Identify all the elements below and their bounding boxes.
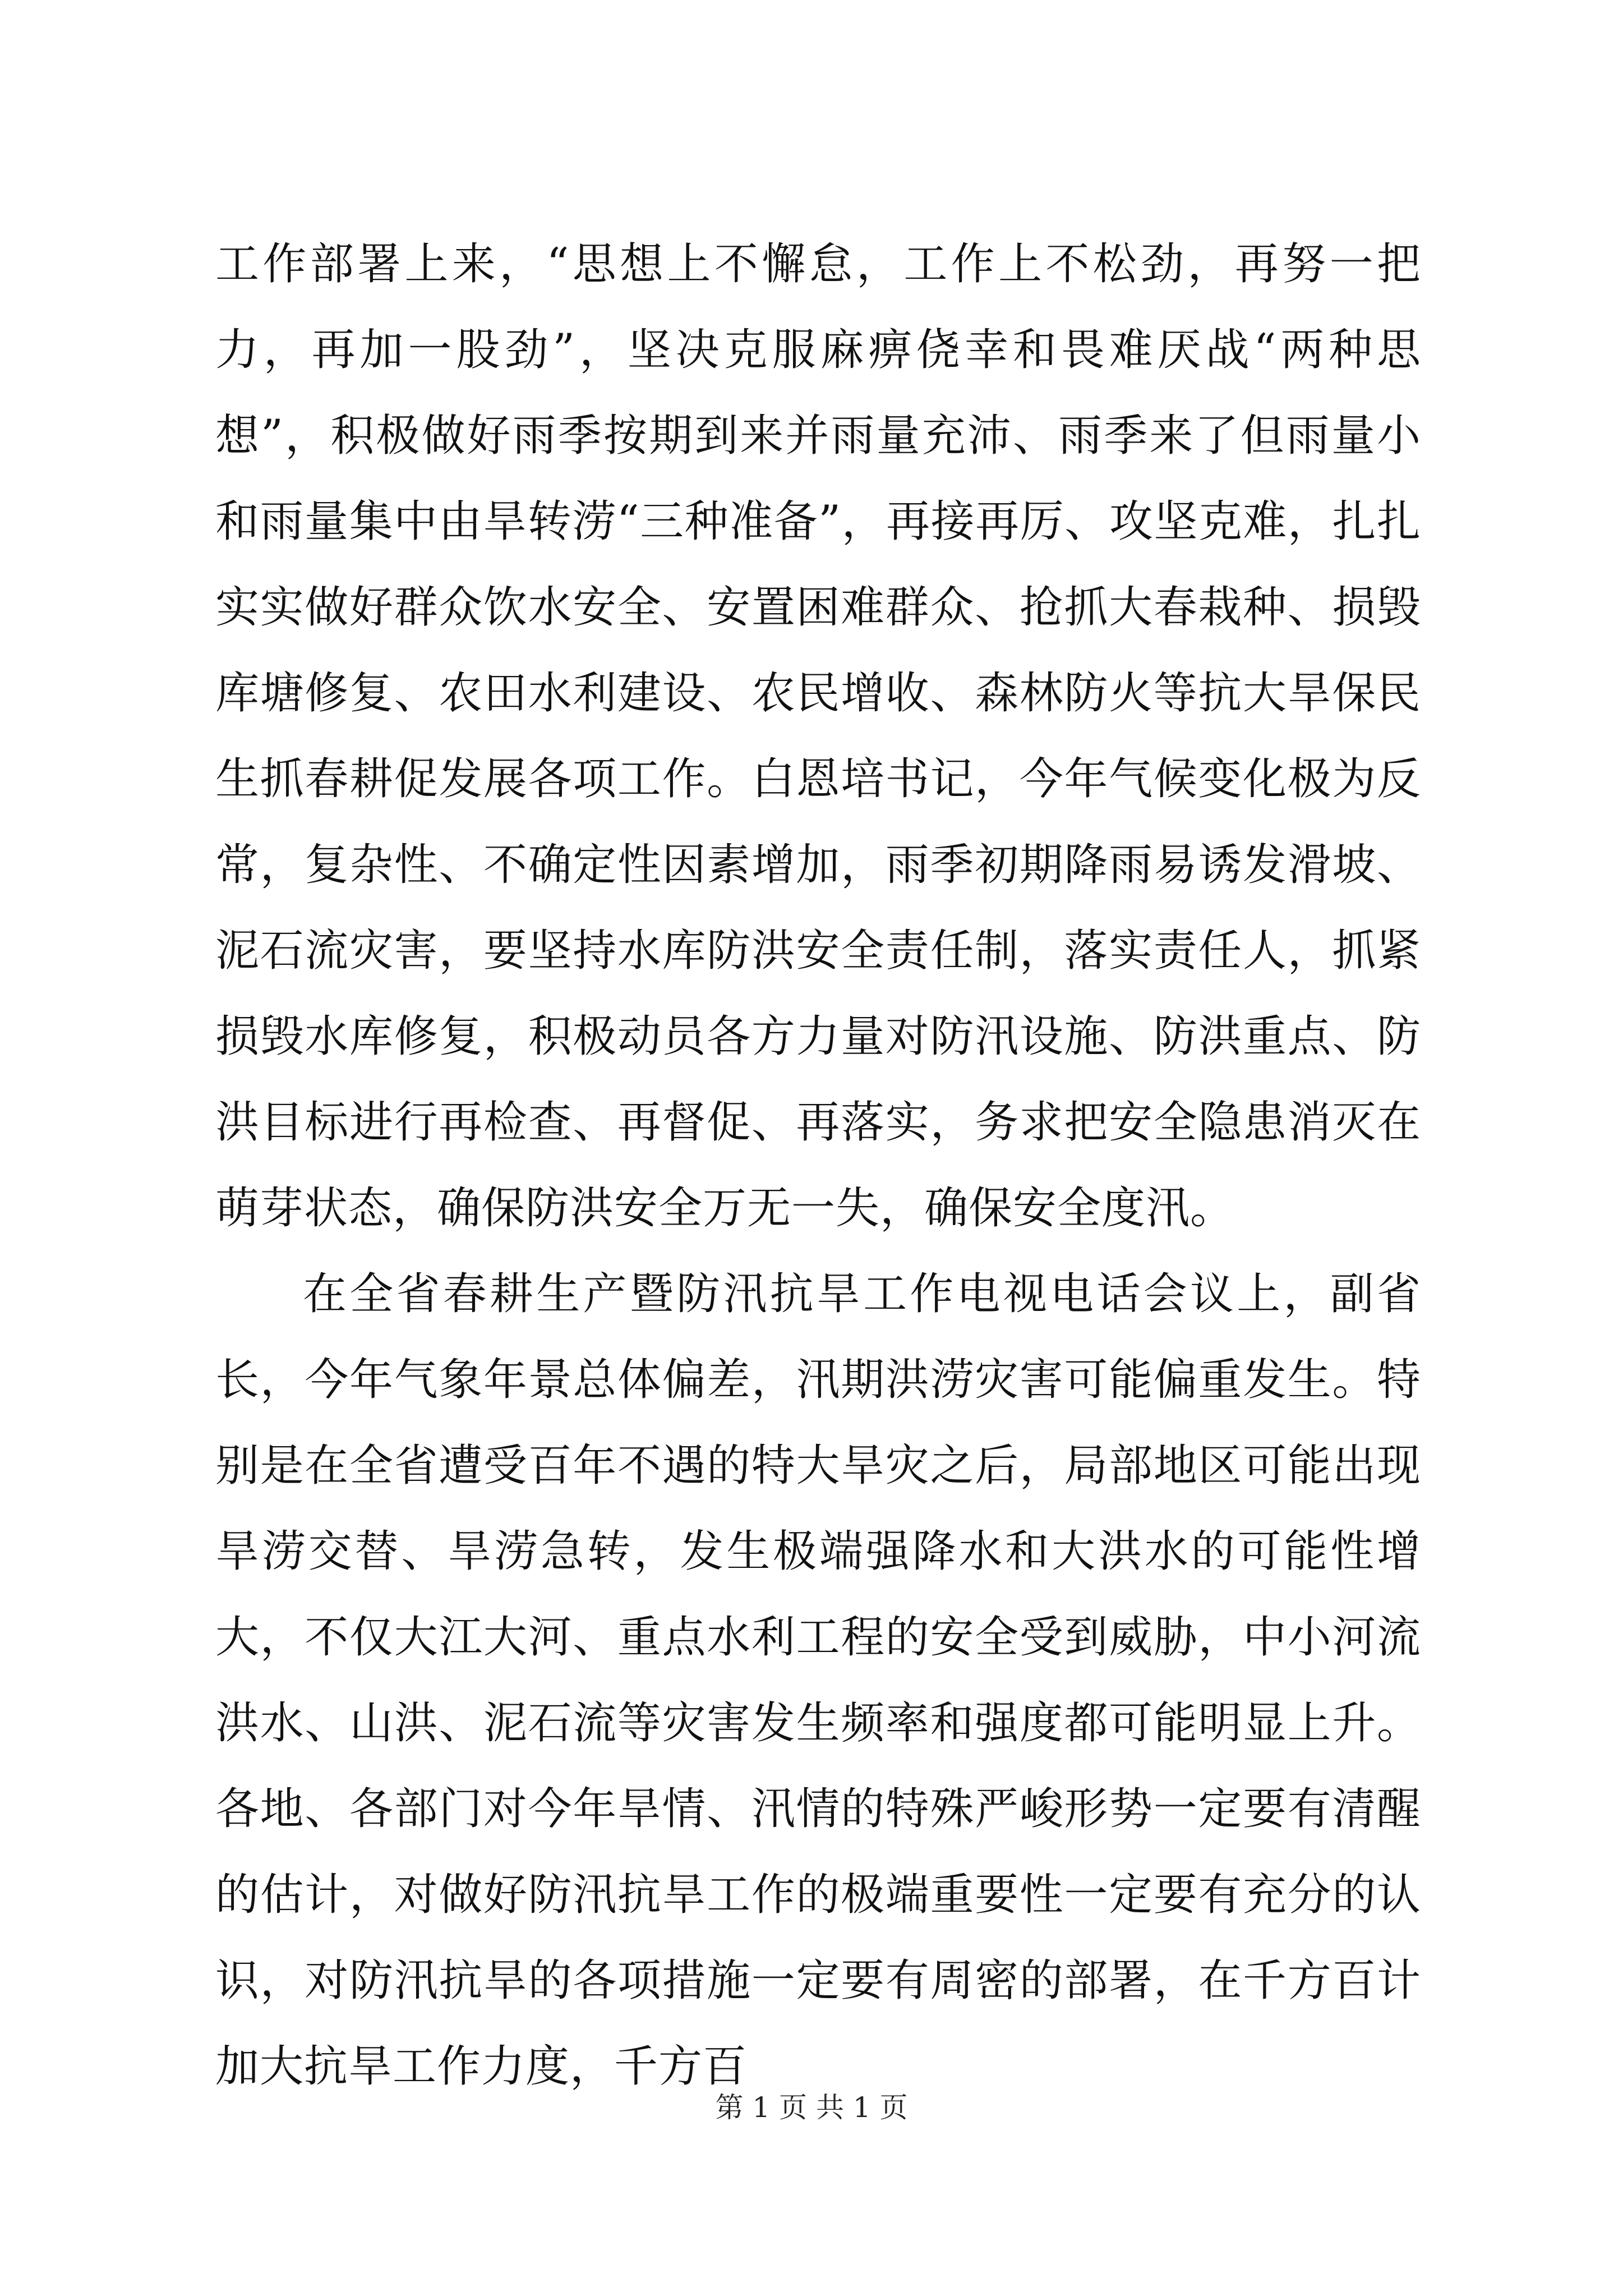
page-footer: 第 1 页 共 1 页 — [715, 2091, 908, 2124]
paragraph-continued: 工作部署上来，“思想上不懈怠，工作上不松劲，再努一把力，再加一股劲”，坚决克服麻痹侥幸和畏难厌战“两种思想”，积极做好雨季按期到来并雨量充沛、雨季来了但雨量小和雨量集中由旱转涝“三种准备”，再接再厉、攻坚克难，扎扎实实做好群众饮水安全、安置困难群众、抢抓大春栽种、损毁库塘修复、农田水利建设、农民增收、森林防火等抗大旱保民生抓春耕促发展各项工作。白恩培书记，今年气候变化极为反常，复杂性、不确定性因素增加，雨季初期降雨易诱发滑坡、泥石流灾害，要坚持水库防洪安全责任制，落实责任人，抓紧损毁水库修复，积极动员各方力量对防汛设施、防洪重点、防洪目标进行再检查、再督促、再落实，务求把安全隐患消灭在萌芽状态，确保防洪安全万无一失，确保安全度汛。 — [215, 239, 1421, 1234]
body-text — [215, 222, 1421, 2110]
paragraph-meeting: 在全省春耕生产暨防汛抗旱工作电视电话会议上，副省长，今年气象年景总体偏差，汛期洪涝灾害可能偏重发生。特别是在全省遭受百年不遇的特大旱灾之后，局部地区可能出现旱涝交替、旱涝急转，发生极端强降水和大洪水的可能性增大，不仅大江大河、重点水利工程的安全受到威胁，中小河流洪水、山洪、泥石流等灾害发生频率和强度都可能明显上升。各地、各部门对今年旱情、汛情的特殊严峻形势一定要有清醒的估计，对做好防汛抗旱工作的极端重要性一定要有充分的认识，对防汛抗旱的各项措施一定要有周密的部署，在千方百计加大抗旱工作力度，千方百 — [215, 1269, 1421, 2092]
